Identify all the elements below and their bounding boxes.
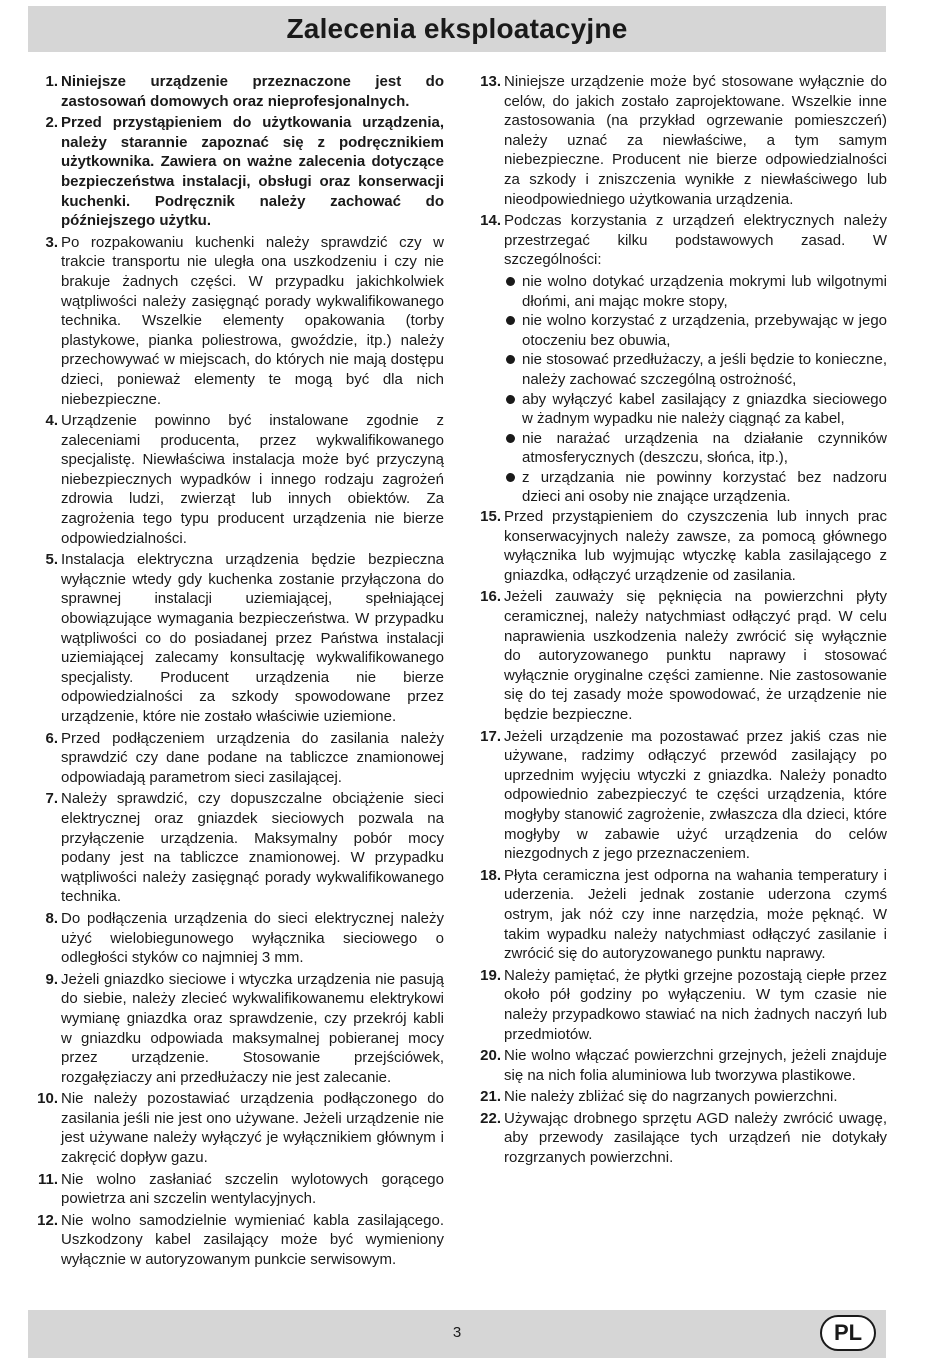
item-number: 19. [480, 966, 501, 984]
item-number: 12. [37, 1211, 58, 1229]
item-number: 21. [480, 1088, 501, 1106]
bullet-dot-icon [506, 473, 515, 482]
page-header [28, 6, 886, 52]
bullet-text: z urządzania nie powinny korzystać bez nadzoru dzieci ani osoby nie znające urządzenia. [522, 468, 887, 506]
bullet-dot-icon [506, 316, 515, 325]
item-number: 8. [45, 909, 58, 927]
item-text: Nie należy zbliżać się do nagrzanych powierzchni. [504, 1088, 838, 1106]
item-number: 20. [480, 1047, 501, 1065]
bullet-dot-icon [506, 434, 515, 443]
page-title: Zalecenia eksploatacyjne [286, 13, 628, 44]
bullet-item [504, 390, 887, 429]
instruction-item [30, 970, 444, 1088]
item-number: 10. [37, 1090, 58, 1108]
item-number: 4. [45, 412, 58, 430]
instruction-item [30, 789, 444, 907]
item-text: Podczas korzystania z urządzeń elektrycznych należy przestrzegać kilku podstawowych zasad. W szczególności: [504, 212, 887, 269]
bullet-dot-icon [506, 277, 515, 286]
instruction-item [30, 1211, 444, 1270]
instruction-item [30, 550, 444, 726]
item-text: Przed przystąpieniem do czyszczenia lub innych prac konserwacyjnych należy zawsze, za pomocą głównego wyłącznika lub wyjmując wtyczkę kabla zasilającego z gniazdka, odłączyć urządzenie od zasilania. [504, 508, 887, 584]
item-text: Jeżeli gniazdko sieciowe i wtyczka urządzenia nie pasują do siebie, należy zlecieć wykwalifikowanemu elektrykowi wymianę gniazdka oraz sprawdzenie, czy przekrój kabli w gniazdku odpowiada maksymalnej pobieranej mocy przez urządzenie. Stosowanie przejściówek, rozgałęziaczy ani przedłużaczy nie jest zalecanie. [61, 970, 444, 1086]
item-text: Do podłączenia urządzenia do sieci elektrycznej należy użyć wielobiegunowego wyłącznika sieciowego o odległości styków co najmniej 3 mm. [61, 909, 444, 967]
item-text: Nie wolno samodzielnie wymieniać kabla zasilającego. Uszkodzony kabel zasilający może być wymieniony wyłącznie w autoryzowanym punkcie serwisowym. [61, 1211, 444, 1269]
bullet-item [504, 429, 887, 468]
item-text: Jeżeli urządzenie ma pozostawać przez jakiś czas nie używane, radzimy odłączyć przewód zasilający po uprzednim wyjęciu wtyczki z gniazdka. Należy ponadto odpowiednio zabezpieczyć te części urządzenia, które mogłyby stanowić zagrożenie, zwłaszcza dla dzieci, które mogłyby w zabawie użyć urządzenia do celów niezgodnych z jego przeznaczeniem. [504, 727, 887, 863]
item-text: Nie należy pozostawiać urządzenia podłączonego do zasilania jeśli nie jest ono używane. Jeżeli urządzenie nie jest używane należy wyłączyć je wyłącznikiem głównym i zakręcić dopływ gazu. [61, 1090, 444, 1167]
instruction-item [473, 1087, 887, 1107]
item-text: Przed podłączeniem urządzenia do zasilania należy sprawdzić czy dane podane na tabliczce znamionowej odpowiadają parametrom sieci zasilającej. [61, 729, 444, 786]
instruction-item [473, 587, 887, 724]
page-footer [28, 1310, 886, 1358]
item-text: Używając drobnego sprzętu AGD należy zwrócić uwagę, aby przewody zasilające tych urządzeń nie dotykały rozgrzanych powierzchni. [504, 1109, 887, 1167]
item-text: Nie wolno zasłaniać szczelin wylotowych gorącego powietrza ani szczelin wentylacyjnych. [61, 1170, 444, 1208]
bullet-dot-icon [506, 395, 515, 404]
instruction-item [473, 966, 887, 1044]
instruction-item [30, 909, 444, 968]
item-number: 2. [45, 114, 58, 132]
item-number: 15. [480, 508, 501, 526]
bullet-item [504, 468, 887, 507]
item-text: Płyta ceramiczna jest odporna na wahania temperatury i uderzenia. Jeżeli jednak zostanie uderzona czymś ostrym, jak nóż czy inne narzędzia, może pęknąć. W takim wypadku należy natychmiast odłączyć zasilanie i zwrócić się do autoryzowanego punktu naprawy. [504, 866, 887, 963]
item-text: Należy pamiętać, że płytki grzejne pozostają ciepłe przez około pół godziny po wyłączeniu. W tym czasie nie należy przypadkowo stawiać na nich żadnych naczyń lub przedmiotów. [504, 966, 887, 1043]
instruction-item [30, 729, 444, 788]
item-number: 11. [37, 1170, 58, 1188]
safety-rules-list [504, 272, 887, 507]
instruction-item [473, 727, 887, 864]
item-number: 6. [45, 729, 58, 747]
item-number: 22. [480, 1109, 501, 1127]
instruction-item [473, 866, 887, 964]
page-number: 3 [452, 1324, 462, 1341]
item-text: Instalacja elektryczna urządzenia będzie bezpieczna wyłącznie wtedy gdy kuchenka zostanie przyłączona do sprawnej instalacji uziemiającej, spełniającej obowiązujące wymagania bezpieczeństwa. W przypadku wątpliwości co do posiadanej przez Państwa instalacji uziemiającej zalecamy konsultację wykwalifikowanego specjalisty. Producent urządzenia nie bierze odpowiedzialności za szkody spowodowane przez urządzenie, które nie zostało właściwie uziemione. [61, 551, 444, 725]
item-text: Po rozpakowaniu kuchenki należy sprawdzić czy w trakcie transportu nie uległa ona uszkodzeniu i czy nie brakuje żadnych części. W przypadku jakichkolwiek wątpliwości należy zasięgnąć porady wykwalifikowanego technika. Wszelkie elementy opakowania (torby plastykowe, pianka poliestrowa, gwoździe, itp.) należy przechowywać w miejscach, do których nie mają dostępu dzieci, ponieważ elementy te mogą być dla nich niebezpieczne. [61, 233, 444, 408]
bullet-text: nie wolno korzystać z urządzenia, przebywając w jego otoczeniu bez obuwia, [522, 312, 887, 349]
item-number: 16. [480, 588, 501, 606]
bullet-text: nie narażać urządzenia na działanie czynników atmosferycznych (deszczu, słońca, itp.), [522, 429, 887, 467]
item-number: 13. [480, 73, 501, 90]
instruction-item [30, 113, 444, 231]
item-number: 14. [480, 212, 501, 230]
item-text: Niniejsze urządzenie może być stosowane wyłącznie do celów, do jakich zostało zaprojektowane. Wszelkie inne zastosowania (na przykład ogrzewanie pomieszczeń) należy uznać za niewłaściwe, a tym samym niebezpieczne. Producent nie bierze odpowiedzialności za szkody i zniszczenia wynikłe z niewłaściwego lub nieodpowiedniego użytkowania urządzenia. [504, 73, 887, 208]
item-text: Przed przystąpieniem do użytkowania urządzenia, należy starannie zapoznać się z podręcznikiem użytkownika. Zawiera on ważne zalecenia dotyczące bezpieczeństwa instalacji, obsługi oraz konserwacji kuchenki. Podręcznik należy zachować do późniejszego użytku. [61, 114, 444, 230]
bullet-text: nie wolno dotykać urządzenia mokrymi lub wilgotnymi dłońmi, ani mając mokre stopy, [522, 272, 887, 310]
instruction-item [473, 211, 887, 270]
bullet-item [504, 272, 887, 311]
instruction-item [473, 1046, 887, 1085]
bullet-item [504, 311, 887, 350]
right-column [473, 72, 887, 1170]
bullet-text: aby wyłączyć kabel zasilający z gniazdka sieciowego w żadnym wypadku nie należy ciągnąć za kabel, [522, 390, 887, 428]
bullet-dot-icon [506, 355, 515, 364]
bullet-text: nie stosować przedłużaczy, a jeśli będzie to konieczne, należy zachować szczególną ostrożność, [522, 351, 887, 388]
item-number: 17. [480, 727, 501, 745]
item-text: Należy sprawdzić, czy dopuszczalne obciążenie sieci elektrycznej oraz gniazdek sieciowych pozwala na przyłączenie urządzenia. Maksymalny pobór mocy podany jest na tabliczce znamionowej. W przypadku wątpliwości należy zasięgnąć porady wykwalifikowanego technika. [61, 790, 444, 906]
instruction-item [473, 72, 887, 209]
instruction-item [30, 233, 444, 409]
item-number: 7. [45, 790, 58, 808]
item-text: Nie wolno włączać powierzchni grzejnych, jeżeli znajduje się na nich folia aluminiowa lub tworzywa plastikowe. [504, 1047, 887, 1084]
item-number: 5. [45, 551, 58, 569]
item-text: Jeżeli zauważy się pęknięcia na powierzchni płyty ceramicznej, należy natychmiast odłączyć prąd. W celu naprawienia uszkodzenia należy zwrócić się wyłącznie do autoryzowanego punktu naprawy i stosować wyłącznie oryginalne części zamienne. Nie zastosowanie się do tej zasady może spowodować, że urządzenie nie będzie bezpieczne. [504, 588, 887, 723]
left-column [30, 72, 444, 1272]
item-number: 18. [480, 866, 501, 884]
language-badge: PL [820, 1315, 876, 1351]
instruction-item [473, 1109, 887, 1168]
item-number: 9. [45, 970, 58, 988]
instruction-item [30, 411, 444, 548]
instruction-item [30, 72, 444, 111]
instruction-item [30, 1170, 444, 1209]
item-text: Niniejsze urządzenie przeznaczone jest do zastosowań domowych oraz nieprofesjonalnych. [61, 73, 444, 110]
bullet-item [504, 350, 887, 389]
item-text: Urządzenie powinno być instalowane zgodnie z zaleceniami producenta, przez wykwalifikowanego specjalistę. Niewłaściwa instalacja może być przyczyną niebezpiecznych wypadków i innego rodzaju zagrożeń zdrowia ludzi, zwierząt lub innych obiektów. Za zagrożenia tego typu producent urządzenia nie bierze odpowiedzialności. [61, 412, 444, 547]
instruction-item [473, 507, 887, 585]
item-number: 1. [45, 73, 58, 90]
instruction-item [30, 1089, 444, 1167]
item-number: 3. [45, 233, 58, 251]
